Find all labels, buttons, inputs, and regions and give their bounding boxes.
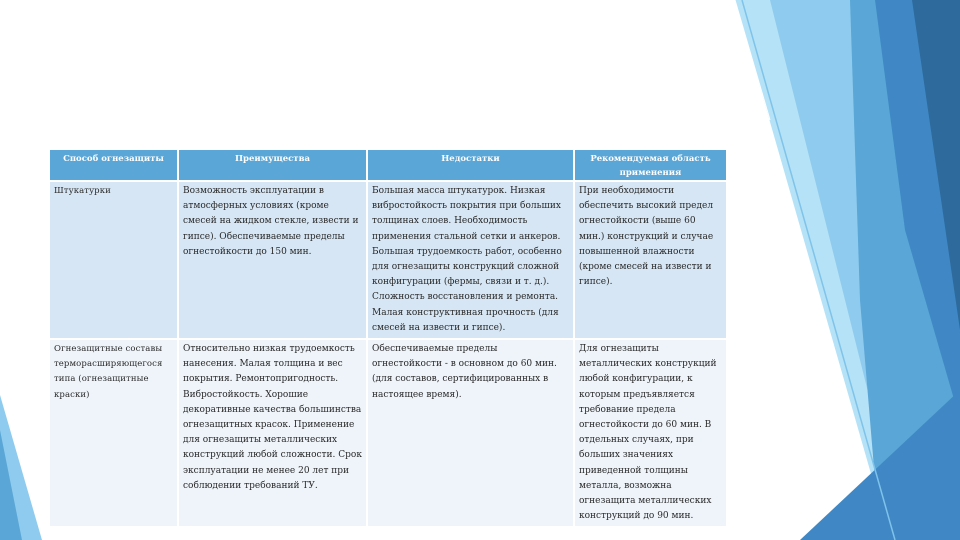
- header-method: Способ огнезащиты: [50, 150, 178, 181]
- header-disadvantages: Недостатки: [367, 150, 574, 181]
- deco-line: [735, 0, 770, 120]
- deco-facet-dark: [875, 0, 960, 420]
- table-header-row: [50, 150, 727, 181]
- cell-disadvantages: Большая масса штукатурок. Низкая вибростойкость покрытия при больших толщинах слоев. Необходимость применения стальной сетки и анкеров. Большая трудоемкость работ, особенно для огнезащиты конструкций сложной конфигурации (фермы, связи и т. д.). Сложность восстановления и ремонта. Малая конструктивная прочность (для смесей на извести и гипсе).: [367, 181, 574, 339]
- deco-facet-bottom-left-2: [0, 430, 22, 540]
- table-row: [50, 181, 727, 339]
- deco-facet-bottom: [800, 390, 960, 540]
- deco-facet-light: [770, 0, 960, 540]
- comparison-table: [50, 150, 728, 526]
- deco-facet-bottom-left: [0, 395, 42, 540]
- cell-advantages: Относительно низкая трудоемкость нанесения. Малая толщина и вес покрытия. Ремонтопригодность. Вибростойкость. Хорошие декоративные качества большинства огнезащитных красок. Применение для огнезащиты металлических конструкций любой сложности. Срок эксплуатации не менее 20 лет при соблюдении требований ТУ.: [178, 339, 367, 526]
- table-row: [50, 339, 727, 526]
- cell-advantages: Возможность эксплуатации в атмосферных условиях (кроме смесей на жидком стекле, извести и гипсе). Обеспечиваемые пределы огнестойкости до 150 мин.: [178, 181, 367, 339]
- deco-line: [742, 0, 895, 540]
- header-advantages: Преимущества: [178, 150, 367, 181]
- deco-facet-mid: [850, 0, 960, 540]
- cell-application: При необходимости обеспечить высокий предел огнестойкости (выше 60 мин.) конструкций и случае повышенной влажности (кроме смесей на извести и гипсе).: [574, 181, 727, 339]
- deco-facet-darkest: [912, 0, 960, 330]
- cell-application: Для огнезащиты металлических конструкций любой конфигурации, к которым предъявляется требование предела огнестойкости до 60 мин. В отдельных случаях, при больших значениях приведенной толщины металла, возможна огнезащита металлических конструкций до 90 мин.: [574, 339, 727, 526]
- deco-facet-cyan: [735, 0, 960, 540]
- cell-disadvantages: Обеспечиваемые пределы огнестойкости - в основном до 60 мин. (для составов, сертифицированных в настоящее время).: [367, 339, 574, 526]
- cell-method: Штукатурки: [50, 181, 178, 339]
- header-application: Рекомендуемая область применения: [574, 150, 727, 181]
- cell-method: Огнезащитные составы терморасширяющегося типа (огнезащитные краски): [50, 339, 178, 526]
